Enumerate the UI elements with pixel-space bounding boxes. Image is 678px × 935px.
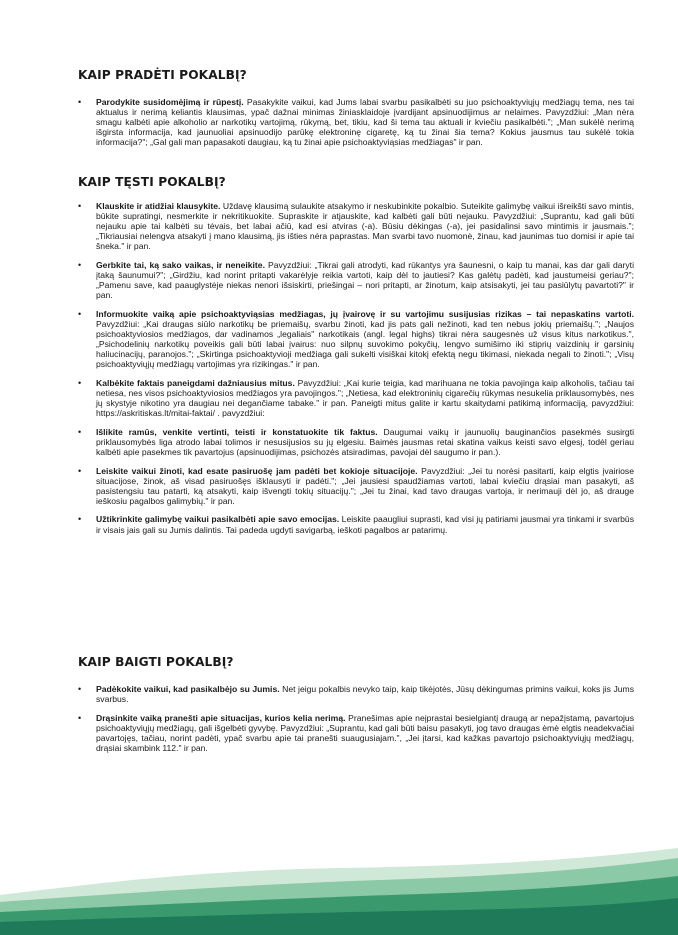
item-lead: Gerbkite tai, ką sako vaikas, ir neneikite. [96, 259, 265, 270]
item-lead: Padėkokite vaikui, kad pasikalbėjo su Jumis. [96, 684, 280, 694]
item-lead: Informuokite vaiką apie psichoaktyviąsias medžiagas, jų įvairovę ir su vartojimu susijusias rizikas – tai nepaskatins vartoti. [96, 308, 634, 319]
footer-wave-decoration [0, 840, 678, 935]
section-heading: KAIP TĘSTI POKALBĮ? [78, 175, 226, 189]
item-lead: Drąsinkite vaiką pranešti apie situacijas, kurios kelia nerimą. [96, 712, 346, 723]
item-lead: Leiskite vaikui žinoti, kad esate pasiruošę jam padėti bet kokioje situacijoje. [96, 465, 418, 476]
item-text: Leiskite paaugliui suprasti, kad visi jų patiriami jausmai yra tinkami ir svarbūs ir visais jais gali su Jumis dalintis. Tai padeda ugdyti savigarbą, ieškoti pagalbos ar patarimų. [96, 514, 634, 535]
list-item [78, 427, 634, 457]
list-item [78, 378, 634, 418]
bullet-icon: • [78, 712, 82, 723]
list-item [78, 201, 634, 251]
section-heading: KAIP BAIGTI POKALBĮ? [78, 655, 234, 669]
bullet-icon: • [78, 201, 82, 211]
bullet-icon: • [78, 97, 82, 107]
item-text: Pranešimas apie neįprastai besielgiantį draugą ar nepažįstamą, pavartojus psichoaktyviųjų medžiagų, gali išgelbėti gyvybę. Pavyzdžiui: „Suprantu, kad gali būti baisu pasakyti, jog tavo draugas ėmė elgtis neadekvačiai pavartojęs, tačiau, norint padėti, ypač svarbu apie tai pranešti suaugusiajam.", „Jei įtarsi, kad kažkas pavartojo psichoaktyviųjų medžiagų, drąsiai skambink 112." ir pan. [96, 712, 634, 753]
item-lead: Užtikrinkite galimybę vaikui pasikalbėti apie savo emocijas. [96, 514, 340, 525]
item-lead: Išlikite ramūs, venkite vertinti, teisti ir konstatuokite tik faktus. [96, 426, 378, 437]
section-end-conversation [78, 655, 634, 762]
section-list [78, 201, 634, 535]
bullet-icon: • [78, 377, 82, 388]
bullet-icon: • [78, 465, 82, 476]
list-item [78, 309, 634, 370]
item-text: Pavyzdžiui: „Kai draugas siūlo narkotikų be priemaišų, svarbu žinoti, kad jis pats gali nežinoti, kad ten nebus jokių priemaišų."; „Naujos psichoaktyviosios medžiagos, dar vadinamos „legaliais" narkotikais (angl. legal highs) tikrai nėra saugesnės už visus kitus narkotikus.", „Psichodelinių narkotikų poveikis gali būti labai įvairus: nuo silpnų suvokimo pokyčių, lengvo sumišimo iki stiprių vaizdinių ir garsinių haliucinacijų, paranojos."; „Skirtinga psichoaktyvioji medžiaga gali sukelti visiškai kitokį efektą negu tikimasi, niekada negali to žinoti."; „Visų psichoaktyviųjų medžiagų vartojimas yra rizikingas." ir pan. [96, 318, 634, 370]
list-item [78, 97, 634, 147]
item-text: Daugumai vaikų ir jaunuolių bauginančios pasekmės susirgti priklausomybės liga atrodo labai tolimos ir nesusijusios su jų elgesiu. Baimės jausmas retai skatina vaikus keisti savo elgesį, todėl geriau kalbėti apie pasekmes tik pavartojus (apsinuodijimas, psichozės atsiradimas, pavojai dėl saugumo ir pan.). [96, 426, 634, 457]
bullet-icon: • [78, 426, 82, 437]
bullet-icon: • [78, 259, 82, 270]
item-text: Net jeigu pokalbis nevyko taip, kaip tikėjotės, Jūsų dėkingumas primins vaikui, koks jis Jums svarbus. [96, 684, 635, 705]
item-text: Pasakykite vaikui, kad Jums labai svarbu pasikalbėti su juo psichoaktyviųjų medžiagų tema, nes tai aktualus ir nerimą keliantis klausimas, ypač dažnai minimas žiniasklaidoje įvardijant apsinuodijimus ar nelaimes. Pavyzdžiui: „Man nėra smagu kalbėti apie alkoholio ar narkotikų vartojimą, rūkymą, bet, tikiu, kad ši tema tau aktuali ir kviečiu pasikalbėti."; „Man sukėlė nerimą išgirsta informacija, kad jaunuoliai apsinuodijo parūkę elektroninę cigaretę, ką tu žinai šia tema? Kokius jausmus tau sukėlė tokia informacija?"; „Gal gali man papasakoti daugiau, ką tu žinai apie psichoaktyviąsias medžiagas" ir pan. [96, 97, 635, 148]
list-item [78, 514, 634, 534]
section-start-conversation [78, 68, 634, 156]
list-item [78, 684, 634, 704]
item-lead: Kalbėkite faktais paneigdami dažniausius mitus. [96, 377, 295, 388]
item-text: Pavyzdžiui: „Tikrai gali atrodyti, kad rūkantys yra šaunesni, o kaip tu manai, kas dar gali daryti įtaką šaunumui?"; „Girdžiu, kad norint pritapti vakarėlyje reikia vartoti, kaip dėl to jautiesi? Kas galėtų padėti, kad jaustumeisi geriau?"; „Pamenu save, kad paauglystėje niekas nenori išsiskirti, priešingai – nori pritapti, ar žinotum, kaip atsisakyti, jei tau pasiūlytų pavartoti?" ir pan. [96, 259, 634, 301]
list-item [78, 713, 634, 753]
item-text: Pavyzdžiui: „Jei tu norėsi pasitarti, kaip elgtis įvairiose situacijose, žinok, aš visad pasiruošęs išklausyti ir padėti."; „Jei jausiesi spaudžiamas vartoti, labai kviečiu drąsiai man pasakyti, aš pasistengsiu tau patarti, ką atsakyti, kaip išvengti tokių situacijų."; „Jei tu žinai, kad tavo draugas vartoja, ir nerimauji dėl jo, aš drauge ieškosiu pagalbos galimybių." ir pan. [96, 465, 635, 506]
list-item [78, 466, 634, 506]
section-heading: KAIP PRADĖTI POKALBĮ? [78, 68, 247, 82]
section-list [78, 97, 634, 147]
bullet-icon: • [78, 308, 82, 319]
bullet-icon: • [78, 514, 82, 525]
item-lead: Klauskite ir atidžiai klausykite. [96, 201, 221, 211]
section-continue-conversation [78, 175, 634, 543]
item-text: Pavyzdžiui: „Kai kurie teigia, kad marihuana ne tokia pavojinga kaip alkoholis, tačiau tai netiesa, nes visos psichoaktyviosios medžiagos yra pavojingos."; „Netiesa, kad elektroninių cigarečių rūkymas nesukelia priklausomybės, nes jų skystyje nikotino yra daugiau nei degančiame tabake." ir pan. Paneigti mitus galite ir kartu skaitydami patikimą informaciją, pavyzdžiui: https://askritiskas.lt/mitai-faktai/ . pavyzdžiui: [96, 377, 634, 419]
bullet-icon: • [78, 684, 82, 694]
list-item [78, 260, 634, 300]
item-text: Uždavę klausimą sulaukite atsakymo ir neskubinkite pokalbio. Suteikite galimybę vaikui išreikšti savo mintis, būkite supratingi, nesmerkite ir nekritikuokite. Supraskite ir atjauskite, kad kalbėti gali būti nejauku. Pavyzdžiui: „Suprantu, kad gali būti nejauku apie tai kalbėti su tėvais, bet labai ačiū, kad esi atviras (-a). Būsiu dėkingas (-a), jei pasidalinsi savo mintimis ir jausmais."; „Tikriausiai nelengva atsakyti į mano klausimą, jis išties nėra paprastas. Man svarbi tavo nuomonė, žinau, kad jaunimas tuo domisi ir apie tai šneka." ir pan. [96, 201, 634, 252]
item-lead: Parodykite susidomėjimą ir rūpestį. [96, 97, 244, 107]
section-list [78, 684, 634, 753]
